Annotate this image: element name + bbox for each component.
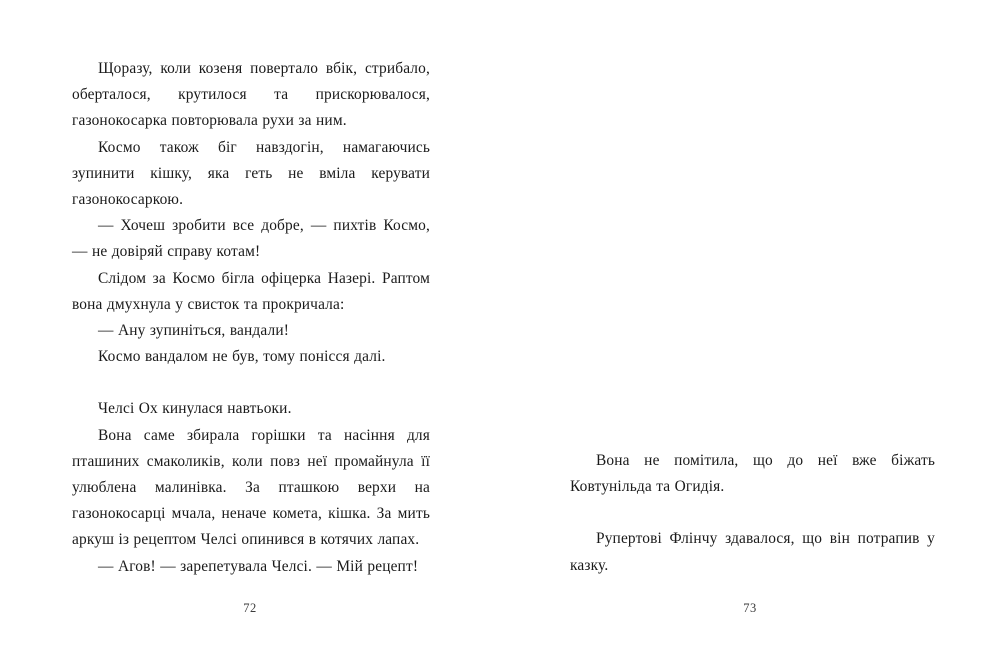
right-page	[500, 0, 1000, 659]
paragraph: — Хочеш зробити все добре, — пихтів Космо, — не довіряй справу котам!	[72, 217, 430, 261]
paragraph: Рупертові Флінчу здавалося, що він потрапив у казку.	[570, 530, 935, 574]
page-number-right: 73	[743, 601, 757, 615]
paragraph: Космо вандалом не був, тому понісся далі.	[98, 348, 386, 366]
paragraph: Вона не помітила, що до неї вже біжать Ковтунільда та Огидія.	[570, 452, 935, 496]
left-page-text-column	[72, 56, 430, 580]
paragraph: Челсі Ох кинулася навтьоки.	[98, 400, 292, 418]
paragraph: Слідом за Космо бігла офіцерка Назері. Раптом вона дмухнула у свисток та прокричала:	[72, 269, 430, 313]
paragraph: — Ану зупиніться, вандали!	[98, 322, 289, 340]
page-number-left: 72	[243, 601, 257, 615]
paragraph: Щоразу, коли козеня повертало вбік, стрибало, оберталося, крутилося та прискорювалося, газонокосарка повторювала рухи за ним.	[72, 60, 430, 130]
paragraph: Космо також біг навздогін, намагаючись зупинити кішку, яка геть не вміла керувати газонокосаркою.	[72, 138, 430, 209]
paragraph: — Агов! — зарепетувала Челсі. — Мій рецепт!	[98, 557, 419, 575]
right-page-text-column	[570, 448, 935, 579]
paragraph: Вона саме збирала горішки та насіння для пташиних смаколиків, коли повз неї промайнула її улюблена малинівка. За пташкою верхи на газонокосарці мчала, неначе комета, кішка. За мить аркуш із рецептом Челсі опинився в котячих лапах.	[72, 426, 430, 549]
